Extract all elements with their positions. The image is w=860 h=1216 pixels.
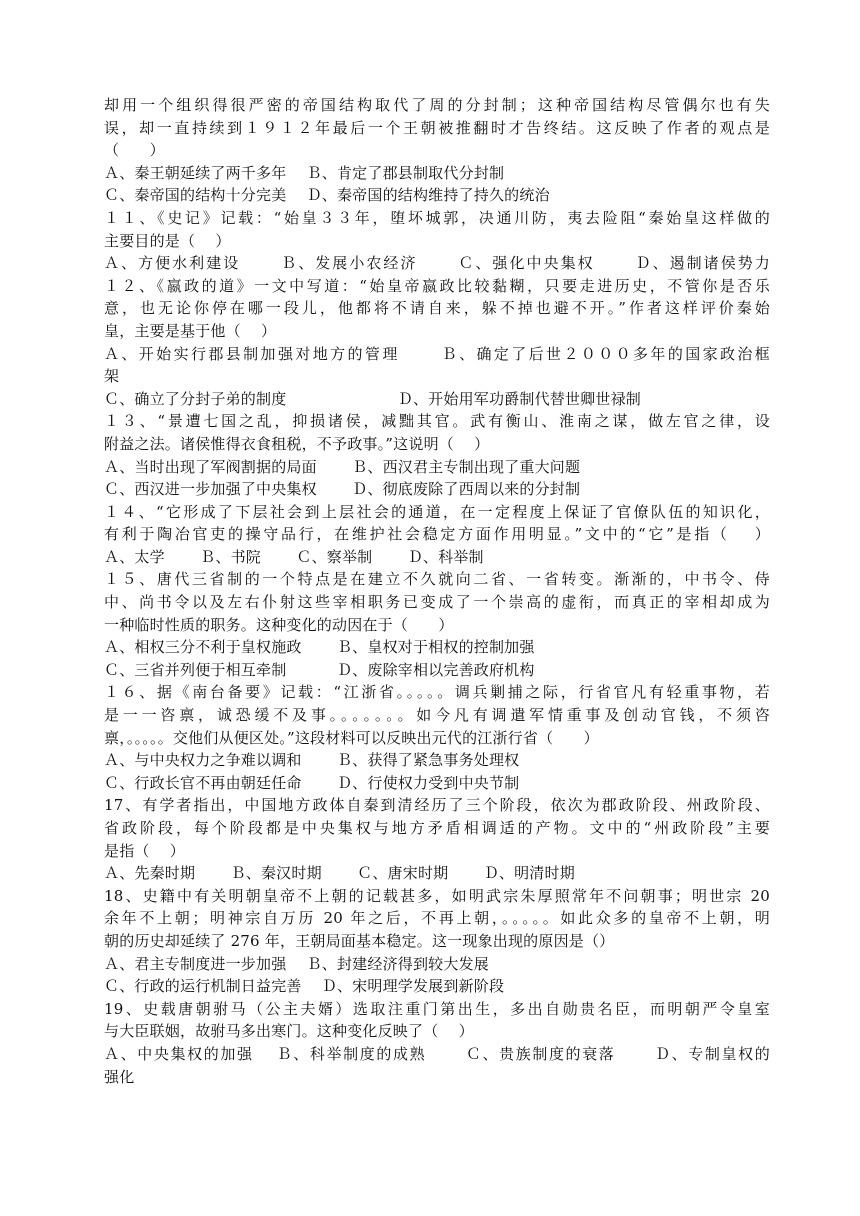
text-line: 主要目的是（ ） xyxy=(104,231,231,250)
text-line: 余年不上朝；明神宗自万历 20 年之后，不再上朝，。。。。。如此众多的皇帝不上朝，明 xyxy=(104,909,770,928)
text-line: Ｃ、确立了分封子弟的制度 Ｄ、开始用军功爵制代替世卿世禄制 xyxy=(104,389,641,408)
text-line: Ａ、当时出现了军阀割据的局面 Ｂ、西汉君主专制出现了重大问题 xyxy=(104,457,581,476)
text-line: 17、有学者指出，中国地方政体自秦到清经历了三个阶段，依次为郡政阶段、州政阶段、 xyxy=(104,796,770,815)
text-line: 强化 xyxy=(104,1067,135,1086)
text-line: 意，也无论你停在哪一段儿，他都将不请自来，躲不掉也避不开。”作者这样评价秦始 xyxy=(104,299,770,318)
text-line: １２、《嬴政的道》一文中写道：“始皇帝嬴政比较黏糊，只要走进历史，不管你是否乐 xyxy=(104,276,770,295)
text-line: 却用一个组织得很严密的帝国结构取代了周的分封制；这种帝国结构尽管偶尔也有失 xyxy=(104,96,770,114)
text-line: Ｃ、秦帝国的结构十分完美 Ｄ、秦帝国的结构维持了持久的统治 xyxy=(104,186,550,205)
text-line: 19、史载唐朝驸马（公主夫婿）选取注重门第出生，多出自勋贵名臣，而明朝严令皇室 xyxy=(104,999,770,1018)
text-line: 皇，主要是基于他（ ） xyxy=(104,321,277,340)
text-line: Ｃ、行政长官不再由朝廷任命 Ｄ、行使权力受到中央节制 xyxy=(104,773,520,792)
text-line: １４、“它形成了下层社会到上层社会的通道，在一定程度上保证了官僚队伍的知识化， xyxy=(104,502,770,521)
text-line: Ｃ、行政的运行机制日益完善 Ｄ、宋明理学发展到新阶段 xyxy=(104,977,505,996)
text-line: Ａ、秦王朝延续了两千多年 Ｂ、肯定了郡县制取代分封制 xyxy=(104,163,505,182)
text-line: 是指（ ） xyxy=(104,841,185,860)
text-line: Ａ、与中央权力之争难以调和 Ｂ、获得了紧急事务处理权 xyxy=(104,751,520,770)
text-line: Ａ、太学 Ｂ、书院 Ｃ、察举制 Ｄ、科举制 xyxy=(104,547,484,566)
text-line: 有利于陶冶官吏的操守品行，在维护社会稳定方面作用明显。”文中的“它”是指（ ） xyxy=(104,525,770,544)
text-line: 架 xyxy=(104,367,120,386)
text-line: １１、《史记》记载：“始皇３３年，堕坏城郭，决通川防，夷去险阻“秦始皇这样做的 xyxy=(104,208,770,227)
text-line: Ａ、中央集权的加强 Ｂ、科举制度的成熟 Ｃ、贵族制度的衰落 Ｄ、专制皇权的 xyxy=(104,1044,770,1063)
text-line: 误，却一直持续到１９１２年最后一个王朝被推翻时才告终结。这反映了作者的观点是 xyxy=(104,118,770,137)
text-line: （ ） xyxy=(104,141,165,160)
text-line: 省政阶段，每个阶段都是中央集权与地方矛盾相调适的产物。文中的“州政阶段”主要 xyxy=(104,819,770,837)
text-line: 18、史籍中有关明朝皇帝不上朝的记载甚多，如明武宗朱厚照常年不问朝事；明世宗 20 xyxy=(104,886,770,905)
text-line: Ａ、相权三分不利于皇权施政 Ｂ、皇权对于相权的控制加强 xyxy=(104,638,535,657)
text-line: Ｃ、三省并列便于相互牵制 Ｄ、废除宰相以完善政府机构 xyxy=(104,660,535,679)
text-line: 朝的历史却延续了 276 年，王朝局面基本稳定。这一现象出现的原因是（） xyxy=(104,931,615,950)
text-line: 附益之法。诸侯惟得衣食租税，不予政事。”这说明（ ） xyxy=(104,434,490,453)
text-line: 与大臣联姻，故驸马多出寒门。这种变化反映了（ ） xyxy=(104,1022,474,1041)
text-line: １３、“景遭七国之乱，抑损诸侯，减黜其官。武有衡山、淮南之谋，做左官之律，设 xyxy=(104,412,770,431)
text-line: Ａ、开始实行郡县制加强对地方的管理 Ｂ、确定了后世２０００多年的国家政治框 xyxy=(104,344,770,363)
text-line: １５、唐代三省制的一个特点是在建立不久就向二省、一省转变。渐渐的，中书令、侍 xyxy=(104,570,770,589)
text-line: Ａ、方便水利建设 Ｂ、发展小农经济 Ｃ、强化中央集权 Ｄ、遏制诸侯势力 xyxy=(104,254,770,273)
text-line: Ｃ、西汉进一步加强了中央集权 Ｄ、彻底废除了西周以来的分封制 xyxy=(104,480,581,499)
text-line: Ａ、先秦时期 Ｂ、秦汉时期 Ｃ、唐宋时期 Ｄ、明清时期 xyxy=(104,864,575,883)
text-line: Ａ、君主专制度进一步加强 Ｂ、封建经济得到较大发展 xyxy=(104,954,489,973)
text-line: 中、尚书令以及左右仆射这些宰相职务已变成了一个崇高的虚衔，而真正的宰相却成为 xyxy=(104,593,770,612)
text-line: １６、据《南台备要》记载：“江浙省。。。。。调兵剿捕之际，行省官凡有轻重事物，若 xyxy=(104,683,770,702)
text-line: 禀，。。。。。交他们从便区处。”这段材料可以反映出元代的江浙行省（ ） xyxy=(104,728,599,747)
exam-page-text xyxy=(104,94,770,1088)
text-line: 是一一咨禀，诚恐缓不及事。。。。。。。如今凡有调遣军情重事及创动官钱，不须咨 xyxy=(104,706,770,725)
text-line: 一种临时性质的职务。这种变化的动因在于（ ） xyxy=(104,615,454,634)
